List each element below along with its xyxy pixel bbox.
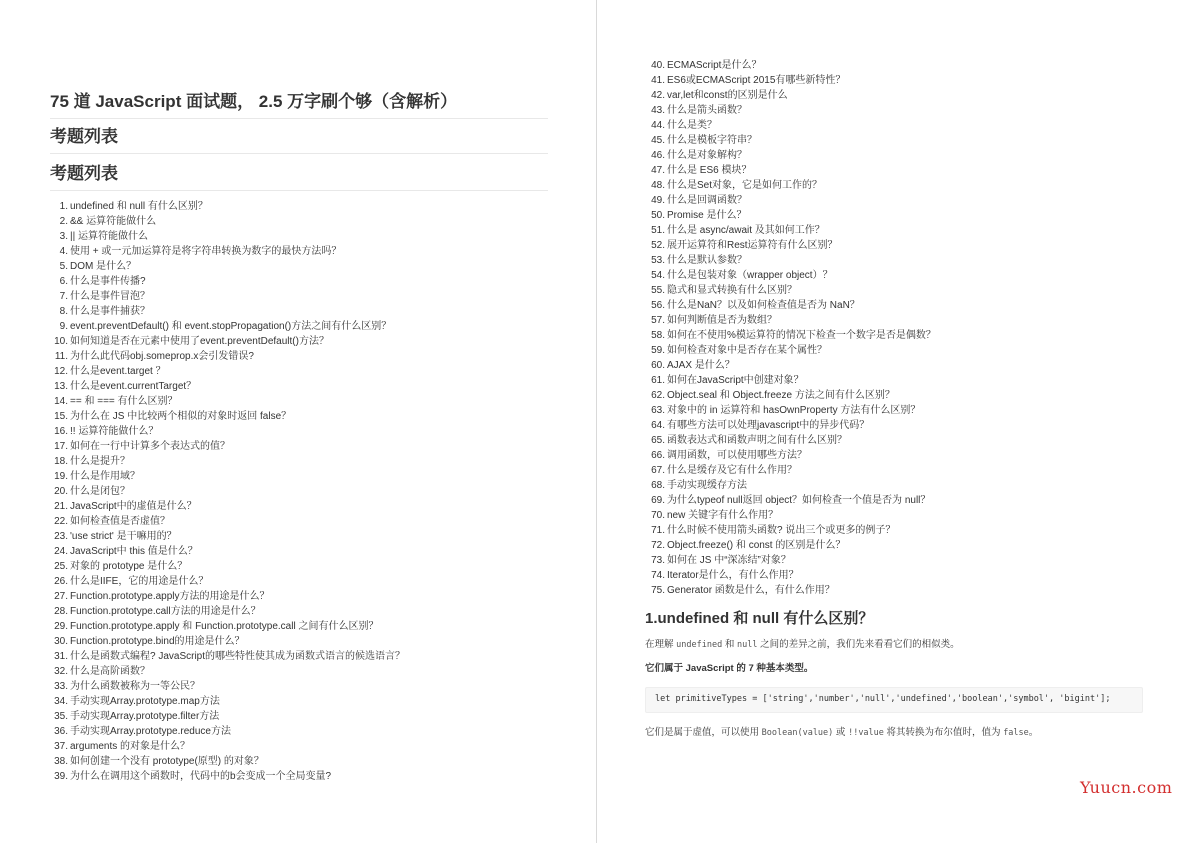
toc-item-number: 63. <box>651 405 665 416</box>
toc-item <box>647 118 936 133</box>
toc-item <box>50 334 405 349</box>
toc-item-number: 33. <box>54 681 68 692</box>
toc-item <box>647 358 936 373</box>
toc-item <box>50 694 405 709</box>
toc-item-number: 29. <box>54 621 68 632</box>
toc-item-number: 14. <box>54 396 68 407</box>
paragraph-text: 之间的差异之前，我们先来看看它们的相似类。 <box>757 639 960 650</box>
toc-item-text: 为什么此代码obj.someprop.x会引发错误? <box>70 351 254 362</box>
toc-item-text: 什么时候不使用箭头函数? 说出三个或更多的例子？ <box>667 525 896 536</box>
toc-item-text: 什么是箭头函数？ <box>667 105 747 116</box>
toc-item <box>647 88 936 103</box>
toc-item <box>50 364 405 379</box>
inline-code: undefined <box>676 640 723 650</box>
toc-item-text: var,let和const的区别是什么 <box>667 90 788 101</box>
toc-item-text: 什么是类？ <box>667 120 717 131</box>
page-divider <box>596 0 597 843</box>
toc-item-text: 为什么在调用这个函数时，代码中的b会变成一个全局变量? <box>70 771 332 782</box>
toc-item-number: 10. <box>54 336 68 347</box>
paragraph-intro <box>645 638 960 652</box>
toc-item <box>50 304 405 319</box>
toc-item-text: 什么是事件传播? <box>70 276 146 287</box>
toc-item <box>50 619 405 634</box>
toc-item-text: !! 运算符能做什么？ <box>70 426 159 437</box>
toc-item-number: 55. <box>651 285 665 296</box>
toc-item <box>647 103 936 118</box>
toc-item-number: 45. <box>651 135 665 146</box>
toc-item <box>50 439 405 454</box>
toc-item <box>647 538 936 553</box>
toc-item-number: 24. <box>54 546 68 557</box>
toc-item <box>647 133 936 148</box>
paragraph-text: 或 <box>833 727 849 738</box>
toc-item-text: arguments 的对象是什么？ <box>70 741 191 752</box>
toc-item <box>50 739 405 754</box>
toc-item <box>50 259 405 274</box>
toc-item <box>50 634 405 649</box>
toc-item <box>647 448 936 463</box>
toc-item <box>50 709 405 724</box>
toc-item <box>50 409 405 424</box>
toc-item-number: 5. <box>59 261 68 272</box>
toc-item-number: 51. <box>651 225 665 236</box>
toc-item-text: 什么是闭包？ <box>70 486 130 497</box>
toc-item-number: 21. <box>54 501 68 512</box>
toc-item-text: 什么是事件冒泡？ <box>70 291 150 302</box>
toc-item-text: 什么是模板字符串？ <box>667 135 757 146</box>
toc-item-number: 6. <box>59 276 68 287</box>
toc-item-text: 手动实现Array.prototype.filter方法 <box>70 711 220 722</box>
toc-item-text: 如何知道是否在元素中使用了event.preventDefault()方法？ <box>70 336 329 347</box>
toc-item <box>647 388 936 403</box>
toc-item <box>50 274 405 289</box>
toc-item-number: 31. <box>54 651 68 662</box>
toc-item-text: 什么是提升？ <box>70 456 130 467</box>
toc-item-number: 61. <box>651 375 665 386</box>
toc-item-number: 16. <box>54 426 68 437</box>
toc-item <box>50 499 405 514</box>
paragraph-text: 将其转换为布尔值时，值为 <box>883 727 1004 738</box>
toc-item-number: 34. <box>54 696 68 707</box>
toc-item <box>647 433 936 448</box>
toc-item <box>647 208 936 223</box>
toc-item-number: 30. <box>54 636 68 647</box>
toc-item <box>647 178 936 193</box>
toc-item <box>50 589 405 604</box>
code-block: let primitiveTypes = ['string','number','null','undefined','boolean','symbol', 'bigint']; <box>645 687 1143 713</box>
toc-item-text: 手动实现Array.prototype.map方法 <box>70 696 220 707</box>
toc-item <box>50 214 405 229</box>
toc-item-text: 展开运算符和Rest运算符有什么区别？ <box>667 240 838 251</box>
toc-item-number: 17. <box>54 441 68 452</box>
toc-item <box>647 193 936 208</box>
toc-item <box>647 148 936 163</box>
watermark-logo: Yuucn.com <box>1080 778 1173 797</box>
toc-item <box>647 418 936 433</box>
toc-item-text: Function.prototype.call方法的用途是什么？ <box>70 606 261 617</box>
toc-item-text: 什么是包装对象（wrapper object）？ <box>667 270 833 281</box>
toc-item-number: 66. <box>651 450 665 461</box>
toc-item-number: 71. <box>651 525 665 536</box>
toc-item <box>50 529 405 544</box>
toc-item-number: 42. <box>651 90 665 101</box>
toc-item-text: 什么是默认参数？ <box>667 255 747 266</box>
toc-item-number: 57. <box>651 315 665 326</box>
heading-question-list-2: 考题列表 <box>50 162 548 191</box>
toc-item-text: AJAX 是什么？ <box>667 360 735 371</box>
toc-item <box>647 403 936 418</box>
toc-item-number: 53. <box>651 255 665 266</box>
toc-item-number: 3. <box>59 231 68 242</box>
toc-item-text: Iterator是什么，有什么作用？ <box>667 570 799 581</box>
toc-item-text: ECMAScript是什么？ <box>667 60 762 71</box>
toc-item-number: 68. <box>651 480 665 491</box>
toc-item-number: 27. <box>54 591 68 602</box>
toc-item <box>50 679 405 694</box>
toc-item-text: 什么是作用域？ <box>70 471 140 482</box>
toc-item <box>647 283 936 298</box>
toc-item <box>647 313 936 328</box>
toc-item-text: 对象的 prototype 是什么？ <box>70 561 188 572</box>
toc-item-number: 58. <box>651 330 665 341</box>
toc-item-number: 40. <box>651 60 665 71</box>
toc-item <box>647 493 936 508</box>
toc-item-text: 如何在不使用%模运算符的情况下检查一个数字是否是偶数？ <box>667 330 936 341</box>
toc-item <box>647 253 936 268</box>
toc-item-text: Generator 函数是什么，有什么作用？ <box>667 585 835 596</box>
toc-item-number: 75. <box>651 585 665 596</box>
toc-item-number: 64. <box>651 420 665 431</box>
toc-item-text: DOM 是什么？ <box>70 261 137 272</box>
toc-item <box>50 289 405 304</box>
toc-item-text: 对象中的 in 运算符和 hasOwnProperty 方法有什么区别？ <box>667 405 921 416</box>
toc-item-text: 什么是缓存及它有什么作用？ <box>667 465 797 476</box>
toc-item-number: 25. <box>54 561 68 572</box>
toc-item-text: 如何在一行中计算多个表达式的值？ <box>70 441 230 452</box>
toc-item <box>647 223 936 238</box>
toc-item-number: 72. <box>651 540 665 551</box>
toc-item-number: 56. <box>651 300 665 311</box>
toc-item <box>647 328 936 343</box>
toc-item-number: 22. <box>54 516 68 527</box>
toc-item <box>50 604 405 619</box>
toc-item <box>50 469 405 484</box>
toc-item <box>50 574 405 589</box>
toc-item-number: 1. <box>59 201 68 212</box>
toc-item-number: 43. <box>651 105 665 116</box>
toc-item-text: new 关键字有什么作用？ <box>667 510 779 521</box>
toc-item <box>50 544 405 559</box>
toc-item-text: || 运算符能做什么 <box>70 231 148 242</box>
toc-item-number: 62. <box>651 390 665 401</box>
toc-item-number: 69. <box>651 495 665 506</box>
toc-item <box>50 559 405 574</box>
toc-item <box>647 163 936 178</box>
toc-item <box>647 463 936 478</box>
toc-item-text: ES6或ECMAScript 2015有哪些新特性？ <box>667 75 846 86</box>
toc-item-number: 48. <box>651 180 665 191</box>
toc-item-number: 47. <box>651 165 665 176</box>
toc-item <box>50 229 405 244</box>
paragraph-text: 它们是属于虚值，可以使用 <box>645 727 762 738</box>
toc-item <box>50 394 405 409</box>
toc-item-text: 调用函数，可以使用哪些方法？ <box>667 450 807 461</box>
toc-item-number: 11. <box>54 351 68 362</box>
toc-item <box>647 343 936 358</box>
toc-item-text: event.preventDefault() 和 event.stopPropagation()方法之间有什么区别？ <box>70 321 392 332</box>
toc-item <box>647 523 936 538</box>
toc-item-number: 44. <box>651 120 665 131</box>
toc-item-text: 什么是事件捕获？ <box>70 306 150 317</box>
toc-item <box>50 244 405 259</box>
toc-item-number: 52. <box>651 240 665 251</box>
heading-question-list: 考题列表 <box>50 125 548 154</box>
toc-item-number: 41. <box>651 75 665 86</box>
toc-item-number: 70. <box>651 510 665 521</box>
toc-item-text: 如何判断值是否为数组？ <box>667 315 777 326</box>
toc-item-text: 什么是回调函数？ <box>667 195 747 206</box>
toc-item-text: 什么是NaN？以及如何检查值是否为 NaN？ <box>667 300 860 311</box>
toc-item <box>50 319 405 334</box>
toc-item <box>50 754 405 769</box>
paragraph-bold: 它们属于 JavaScript 的 7 种基本类型。 <box>645 663 814 674</box>
toc-item-text: 如何在JavaScript中创建对象？ <box>667 375 804 386</box>
toc-item-text: 手动实现Array.prototype.reduce方法 <box>70 726 231 737</box>
toc-item-number: 54. <box>651 270 665 281</box>
toc-item <box>647 568 936 583</box>
toc-item <box>50 724 405 739</box>
toc-item-text: undefined 和 null 有什么区别？ <box>70 201 208 212</box>
toc-item-number: 15. <box>54 411 68 422</box>
inline-code: !!value <box>848 728 884 738</box>
toc-item <box>50 649 405 664</box>
toc-item-number: 46. <box>651 150 665 161</box>
toc-item-text: 为什么函数被称为一等公民？ <box>70 681 200 692</box>
toc-item-number: 9. <box>59 321 68 332</box>
toc-item <box>647 583 936 598</box>
toc-item <box>647 73 936 88</box>
toc-item <box>50 484 405 499</box>
toc-item <box>50 514 405 529</box>
toc-item-number: 36. <box>54 726 68 737</box>
toc-item-number: 26. <box>54 576 68 587</box>
toc-item-text: JavaScript中 this 值是什么？ <box>70 546 198 557</box>
toc-item-number: 19. <box>54 471 68 482</box>
toc-item-text: 如何创建一个没有 prototype(原型) 的对象？ <box>70 756 264 767</box>
toc-item-number: 28. <box>54 606 68 617</box>
inline-code: null <box>736 640 758 650</box>
toc-item-text: 什么是event.target ？ <box>70 366 166 377</box>
toc-item-number: 49. <box>651 195 665 206</box>
toc-item-text: 什么是函数式编程? JavaScript的哪些特性使其成为函数式语言的候选语言？ <box>70 651 406 662</box>
toc-item-text: 'use strict' 是干嘛用的？ <box>70 531 177 542</box>
toc-item-text: 为什么typeof null返回 object？如何检查一个值是否为 null？ <box>667 495 931 506</box>
paragraph-text: 和 <box>722 639 737 650</box>
toc-item-number: 38. <box>54 756 68 767</box>
toc-item-number: 60. <box>651 360 665 371</box>
toc-item-number: 59. <box>651 345 665 356</box>
toc-item-text: 什么是IIFE，它的用途是什么？ <box>70 576 209 587</box>
toc-item-number: 18. <box>54 456 68 467</box>
toc-item-text: Object.freeze() 和 const 的区别是什么？ <box>667 540 846 551</box>
toc-item-number: 39. <box>54 771 68 782</box>
toc-item <box>647 553 936 568</box>
toc-item-text: Object.seal 和 Object.freeze 方法之间有什么区别？ <box>667 390 895 401</box>
toc-item-text: 隐式和显式转换有什么区别？ <box>667 285 797 296</box>
toc-item-number: 4. <box>59 246 68 257</box>
toc-item <box>50 769 405 784</box>
toc-item <box>647 268 936 283</box>
toc-item-text: Function.prototype.apply方法的用途是什么？ <box>70 591 270 602</box>
toc-item-text: 如何在 JS 中“深冻结”对象？ <box>667 555 791 566</box>
paragraph-text: 。 <box>1028 727 1039 738</box>
toc-item-number: 2. <box>59 216 68 227</box>
toc-item-text: 什么是对象解构？ <box>667 150 747 161</box>
toc-item-text: 如何检查值是否虚值？ <box>70 516 170 527</box>
toc-item-number: 37. <box>54 741 68 752</box>
inline-code: Boolean(value) <box>761 728 834 738</box>
toc-item-number: 32. <box>54 666 68 677</box>
toc-item-text: 为什么在 JS 中比较两个相似的对象时返回 false？ <box>70 411 292 422</box>
toc-item-number: 12. <box>54 366 68 377</box>
toc-item-number: 74. <box>651 570 665 581</box>
toc-item <box>50 199 405 214</box>
toc-list-right <box>647 58 936 598</box>
toc-item <box>50 664 405 679</box>
toc-item-text: Function.prototype.bind的用途是什么？ <box>70 636 245 647</box>
toc-item-text: 什么是event.currentTarget？ <box>70 381 197 392</box>
toc-item-number: 50. <box>651 210 665 221</box>
toc-item-text: 手动实现缓存方法 <box>667 480 747 491</box>
toc-item-number: 13. <box>54 381 68 392</box>
toc-item <box>647 58 936 73</box>
toc-list-left <box>50 199 405 784</box>
toc-item-number: 23. <box>54 531 68 542</box>
section-heading: 1.undefined 和 null 有什么区别？ <box>645 610 874 627</box>
toc-item-text: && 运算符能做什么 <box>70 216 157 227</box>
toc-item-text: 什么是 ES6 模块？ <box>667 165 752 176</box>
toc-item <box>50 454 405 469</box>
document-title: 75 道 JavaScript 面试题， 2.5 万字刷个够（含解析） <box>50 90 548 119</box>
toc-item-number: 73. <box>651 555 665 566</box>
toc-item-number: 65. <box>651 435 665 446</box>
toc-item-text: 有哪些方法可以处理javascript中的异步代码？ <box>667 420 870 431</box>
paragraph-text: 在理解 <box>645 639 677 650</box>
toc-item-text: 什么是 async/await 及其如何工作？ <box>667 225 825 236</box>
toc-item-text: 函数表达式和函数声明之间有什么区别？ <box>667 435 847 446</box>
toc-item-number: 67. <box>651 465 665 476</box>
toc-item <box>50 379 405 394</box>
toc-item <box>50 424 405 439</box>
toc-item-number: 20. <box>54 486 68 497</box>
toc-item <box>50 349 405 364</box>
toc-item-text: == 和 === 有什么区别？ <box>70 396 178 407</box>
toc-item-text: Function.prototype.apply 和 Function.prototype.call 之间有什么区别？ <box>70 621 379 632</box>
toc-item <box>647 508 936 523</box>
toc-item-text: Promise 是什么？ <box>667 210 747 221</box>
toc-item-text: 什么是高阶函数？ <box>70 666 150 677</box>
toc-item-number: 35. <box>54 711 68 722</box>
toc-item-text: 什么是Set对象，它是如何工作的？ <box>667 180 823 191</box>
toc-item-text: JavaScript中的虚值是什么？ <box>70 501 197 512</box>
toc-item <box>647 238 936 253</box>
toc-item-number: 8. <box>59 306 68 317</box>
toc-item <box>647 298 936 313</box>
inline-code: false <box>1003 728 1029 738</box>
toc-item-text: 如何检查对象中是否存在某个属性？ <box>667 345 827 356</box>
toc-item-text: 使用 + 或一元加运算符是将字符串转换为数字的最快方法吗？ <box>70 246 342 257</box>
toc-item <box>647 373 936 388</box>
paragraph-falsy <box>645 726 1038 740</box>
toc-item-number: 7. <box>59 291 68 302</box>
toc-item <box>647 478 936 493</box>
